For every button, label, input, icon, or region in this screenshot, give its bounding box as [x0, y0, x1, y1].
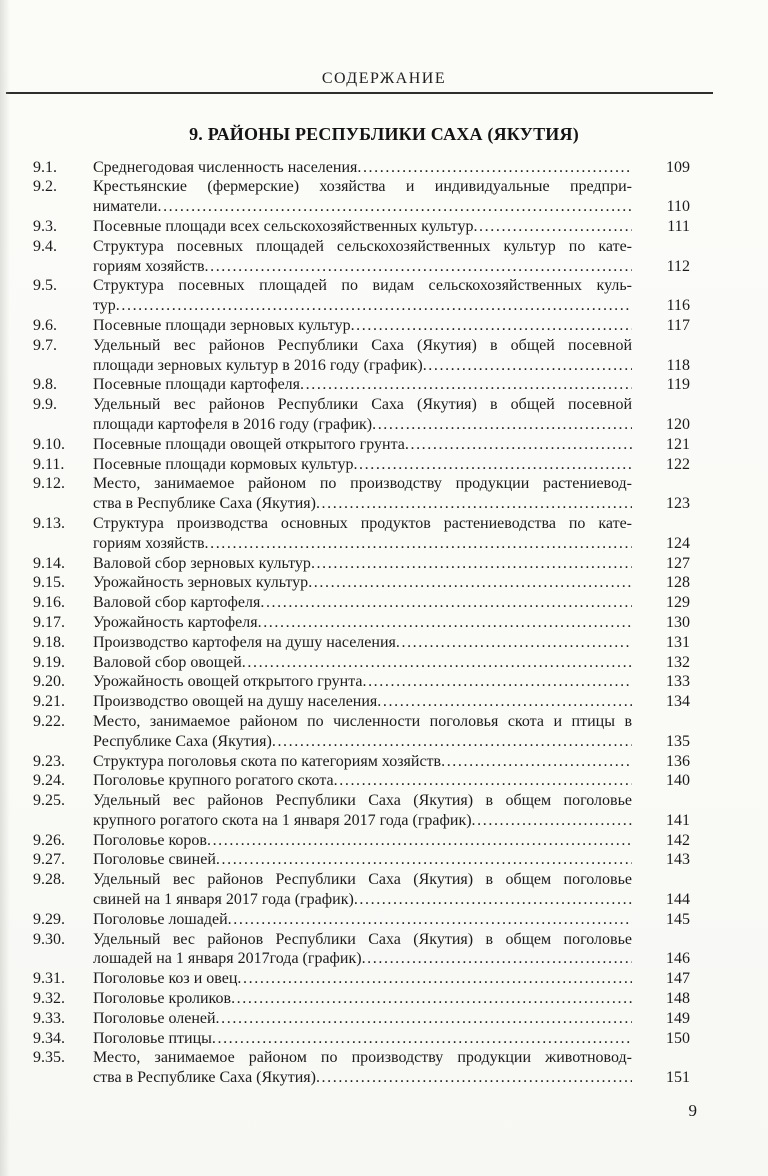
toc-entry-number: 9.10. [33, 435, 65, 453]
toc-entry-text [93, 771, 632, 791]
toc-entry-text [93, 177, 632, 217]
toc-entry-number: 9.8. [33, 376, 57, 394]
toc-entry-line: Место, занимаемое районом по численности поголовья скота и птицы в [93, 712, 632, 730]
toc-entry-text [93, 791, 632, 831]
toc-entry-line-text: Производство картофеля на душу населения [93, 633, 396, 651]
toc-entry-page: 112 [666, 257, 690, 275]
toc-entry-line: Удельный вес районов Республики Саха (Якутия) в общем поголовье [93, 871, 632, 889]
toc-entry-text [93, 712, 632, 752]
dot-leader [362, 672, 632, 692]
toc-entry [33, 791, 690, 831]
toc-entry-number: 9.31. [33, 970, 65, 988]
toc-entry-text [93, 989, 632, 1009]
toc-entry-line [93, 969, 632, 989]
toc-entry-page: 117 [666, 316, 690, 334]
dot-leader [205, 534, 633, 554]
toc-entry-text [93, 316, 632, 336]
dot-leader [260, 593, 632, 613]
toc-entry-number: 9.21. [33, 693, 65, 711]
toc-entry [33, 554, 690, 574]
toc-entry [33, 692, 690, 712]
header-rule [6, 92, 713, 94]
toc-entry-text [93, 474, 632, 514]
toc-entry [33, 633, 690, 653]
toc-entry-page: 111 [667, 217, 690, 235]
toc-entry-number: 9.33. [33, 1009, 65, 1027]
toc-entry-number: 9.26. [33, 831, 65, 849]
toc-entry-line [93, 554, 632, 574]
dot-leader [237, 969, 632, 989]
toc-entry-text [93, 910, 632, 930]
toc-entry [33, 455, 690, 475]
dot-leader [216, 850, 632, 870]
toc-entry-line-text: Валовой сбор овощей [93, 653, 242, 671]
toc-entry-number: 9.14. [33, 554, 65, 572]
toc-entry-line-text: Среднегодовая численность населения [93, 158, 358, 176]
toc-entry-number: 9.9. [33, 396, 57, 414]
toc-entry-text [93, 633, 632, 653]
toc-entry-line: Место, занимаемое районом по производству продукции животновод- [93, 1049, 632, 1067]
toc-entry [33, 1009, 690, 1029]
toc-entry-line [93, 989, 632, 1009]
toc-entry [33, 573, 690, 593]
toc-entry [33, 237, 690, 277]
toc-entry-line [93, 316, 632, 336]
toc-entry-line [93, 1068, 632, 1088]
toc-entry [33, 969, 690, 989]
toc-entry [33, 276, 690, 316]
toc-entry-line [93, 633, 632, 653]
toc-entry-line-text: Поголовье оленей [93, 1009, 216, 1027]
toc-entry-number: 9.24. [33, 772, 65, 790]
toc-entry-line: Структура посевных площадей сельскохозяйственных культур по кате- [93, 237, 632, 255]
toc-entry-line [93, 1009, 632, 1029]
toc-entry-line-text: площади картофеля в 2016 году (график) [93, 415, 373, 433]
toc-entry-text [93, 692, 632, 712]
toc-entry-page: 118 [666, 356, 690, 374]
toc-entry-line-text: Посевные площади овощей открытого грунта [93, 435, 405, 453]
toc-entry [33, 158, 690, 178]
toc-entry-line [93, 672, 632, 692]
toc-entry-number: 9.11. [33, 455, 65, 473]
toc-entry-number: 9.29. [33, 910, 65, 928]
toc-entry-line [93, 158, 632, 178]
toc-entry-text [93, 613, 632, 633]
toc-entry-page: 133 [666, 673, 690, 691]
toc-entry-text [93, 1029, 632, 1049]
toc-entry-line-text: Поголовье свиней [93, 851, 216, 869]
toc-entry-text [93, 395, 632, 435]
toc-entry [33, 989, 690, 1009]
toc-entry-line: Место, занимаемое районом по производству продукции растениевод- [93, 475, 632, 493]
toc-entry [33, 514, 690, 554]
toc-entry-page: 150 [666, 1029, 690, 1047]
running-header: СОДЕРЖАНИЕ [321, 70, 447, 87]
toc-entry [33, 752, 690, 772]
toc-entry-line-text: лошадей на 1 января 2017года (график) [93, 950, 362, 968]
dot-leader [157, 197, 632, 217]
toc-entry-line [93, 890, 632, 910]
toc-entry-number: 9.2. [33, 178, 57, 196]
toc-entry-line: Удельный вес районов Республики Саха (Якутия) в общем поголовье [93, 930, 632, 948]
toc-entry-number: 9.35. [33, 1049, 65, 1067]
toc-entry-line-text: Урожайность овощей открытого грунта [93, 673, 363, 691]
toc-entry-text [93, 573, 632, 593]
toc-entry [33, 336, 690, 376]
toc-entry-number: 9.1. [33, 158, 57, 176]
toc-entry-line: Удельный вес районов Республики Саха (Якутия) в общей посевной [93, 336, 632, 354]
dot-leader [473, 217, 632, 237]
toc-entry-line [93, 771, 632, 791]
toc-entry [33, 831, 690, 851]
dot-leader [231, 989, 632, 1009]
toc-entry-page: 122 [666, 455, 690, 473]
dot-leader [212, 1029, 632, 1049]
dot-leader [396, 633, 632, 653]
dot-leader [228, 910, 632, 930]
toc-entry-page: 136 [666, 752, 690, 770]
toc-entry-number: 9.20. [33, 673, 65, 691]
toc-entry-page: 110 [666, 198, 690, 216]
toc-entry-page: 132 [666, 653, 690, 671]
dot-leader [300, 375, 632, 395]
toc-entry [33, 613, 690, 633]
toc-entry-page: 135 [666, 732, 690, 750]
toc-entry-number: 9.25. [33, 792, 65, 810]
toc-entry-line-text: Поголовье кроликов [93, 990, 232, 1008]
toc-entry-text [93, 514, 632, 554]
dot-leader [316, 1068, 632, 1088]
toc-entry [33, 850, 690, 870]
toc-entry-page: 151 [666, 1069, 690, 1087]
dot-leader [311, 554, 632, 574]
toc-entry-line [93, 653, 632, 673]
toc-entry-number: 9.19. [33, 653, 65, 671]
toc-entry-text [93, 593, 632, 613]
toc-entry-page: 140 [666, 772, 690, 790]
toc-entry-line: Удельный вес районов Республики Саха (Якутия) в общем поголовье [93, 792, 632, 810]
toc-entry-line-text: ства в Республике Саха (Якутия) [93, 1069, 316, 1087]
toc-entry-number: 9.3. [33, 217, 57, 235]
toc-entry-line-text: Посевные площади кормовых культур [93, 455, 354, 473]
toc-entry-text [93, 276, 632, 316]
toc-entry-line [93, 375, 632, 395]
toc-entry-text [93, 217, 632, 237]
toc-entry [33, 870, 690, 910]
toc-entry-page: 134 [666, 693, 690, 711]
toc-entry-line [93, 752, 632, 772]
toc-entry-number: 9.7. [33, 336, 57, 354]
toc-entry-line-text: тур [93, 297, 116, 315]
toc-entry-line [93, 455, 632, 475]
dot-leader [353, 455, 632, 475]
toc-entry-number: 9.32. [33, 990, 65, 1008]
toc-entry-text [93, 930, 632, 970]
toc-entry-page: 147 [666, 970, 690, 988]
toc-entry-text [93, 969, 632, 989]
toc-entry-page: 141 [666, 811, 690, 829]
toc-entry-line-text: гориям хозяйств [93, 257, 205, 275]
toc-entry-line [93, 811, 632, 831]
toc-entry-number: 9.23. [33, 752, 65, 770]
toc-entry [33, 474, 690, 514]
toc-entry [33, 771, 690, 791]
page-number: 9 [688, 1101, 697, 1120]
toc-entry-page: 131 [666, 633, 690, 651]
toc-entry-line-text: Структура поголовья скота по категориям хозяйств [93, 752, 442, 770]
toc-entry-page: 146 [666, 950, 690, 968]
toc-entry-text [93, 336, 632, 376]
toc-entry [33, 672, 690, 692]
dot-leader [207, 831, 632, 851]
toc-entry-page: 142 [666, 831, 690, 849]
toc-entry-page: 128 [666, 574, 690, 592]
toc-entry [33, 375, 690, 395]
dot-leader [441, 752, 632, 772]
dot-leader [308, 573, 632, 593]
toc-entry-text [93, 455, 632, 475]
toc-entry [33, 712, 690, 752]
toc-entry-number: 9.6. [33, 316, 57, 334]
dot-leader [357, 158, 632, 178]
toc-entry-line-text: Посевные площади зерновых культур [93, 316, 351, 334]
toc-entry-number: 9.5. [33, 277, 57, 295]
toc-entry-text [93, 850, 632, 870]
toc-entry-line-text: Поголовье лошадей [93, 910, 228, 928]
toc-entry [33, 593, 690, 613]
dot-leader [372, 415, 632, 435]
toc-entry-page: 127 [666, 554, 690, 572]
toc-entry-page: 148 [666, 990, 690, 1008]
dot-leader [362, 949, 632, 969]
toc-entry-text [93, 672, 632, 692]
toc-entry [33, 177, 690, 217]
toc-entry-line [93, 613, 632, 633]
toc-entry-number: 9.30. [33, 930, 65, 948]
toc-entry-page: 130 [666, 613, 690, 631]
toc-entry-line-text: гориям хозяйств [93, 534, 205, 552]
dot-leader [377, 692, 632, 712]
toc-entry-page: 143 [666, 851, 690, 869]
toc-entry-line [93, 949, 632, 969]
toc-entry-number: 9.16. [33, 594, 65, 612]
toc-entry-line [93, 831, 632, 851]
dot-leader [354, 890, 632, 910]
toc-entry-text [93, 752, 632, 772]
toc-entry-page: 144 [666, 891, 690, 909]
dot-leader [472, 811, 632, 831]
toc-entry-line [93, 692, 632, 712]
toc-entry-line [93, 435, 632, 455]
toc-entry-text [93, 653, 632, 673]
toc-entry-text [93, 831, 632, 851]
toc-entry-line-text: Урожайность картофеля [93, 613, 258, 631]
toc-entry-line [93, 356, 632, 376]
toc-entry-number: 9.4. [33, 237, 57, 255]
toc-entry-page: 116 [666, 297, 690, 315]
toc-entry-line-text: Урожайность зерновых культур [93, 574, 309, 592]
dot-leader [334, 771, 632, 791]
toc-entry-line [93, 850, 632, 870]
toc-entry-number: 9.18. [33, 633, 65, 651]
toc-entry-number: 9.13. [33, 514, 65, 532]
toc-entry-line-text: крупного рогатого скота на 1 января 2017 года (график) [93, 811, 472, 829]
dot-leader [258, 613, 632, 633]
toc-entry-text [93, 435, 632, 455]
toc-entry [33, 316, 690, 336]
toc-entry-number: 9.15. [33, 574, 65, 592]
toc-entry [33, 930, 690, 970]
toc-entry-line [93, 1029, 632, 1049]
toc-entry-line-text: Посевные площади картофеля [93, 376, 301, 394]
dot-leader [405, 435, 632, 455]
toc-entry-line [93, 910, 632, 930]
toc-entry-line [93, 197, 632, 217]
toc-entry-line [93, 217, 632, 237]
toc-entry-line [93, 573, 632, 593]
toc-entry-line-text: Валовой сбор зерновых культур [93, 554, 311, 572]
toc-entry-line [93, 296, 632, 316]
toc-entry-line-text: свиней на 1 января 2017 года (график) [93, 891, 354, 909]
toc-list [0, 158, 768, 1088]
toc-entry-line-text: Поголовье коров [93, 831, 207, 849]
toc-entry-line-text: Поголовье птицы [93, 1029, 212, 1047]
toc-entry-line: Структура производства основных продуктов растениеводства по кате- [93, 514, 632, 532]
dot-leader [272, 732, 632, 752]
toc-entry-text [93, 375, 632, 395]
toc-entry [33, 217, 690, 237]
dot-leader [116, 296, 632, 316]
toc-entry-text [93, 554, 632, 574]
toc-entry-line-text: Поголовье крупного рогатого скота [93, 772, 334, 790]
toc-entry-page: 145 [666, 910, 690, 928]
toc-entry-line-text: ниматели [93, 198, 158, 216]
toc-entry-number: 9.22. [33, 712, 65, 730]
dot-leader [316, 494, 632, 514]
toc-entry [33, 1048, 690, 1088]
section-title: 9. РАЙОНЫ РЕСПУБЛИКИ САХА (ЯКУТИЯ) [189, 123, 579, 144]
toc-entry-line [93, 257, 632, 277]
toc-entry-line [93, 732, 632, 752]
dot-leader [242, 653, 632, 673]
toc-entry [33, 910, 690, 930]
toc-entry-line-text: Поголовье коз и овец [93, 970, 238, 988]
toc-entry-line-text: площади зерновых культур в 2016 году (график) [93, 356, 423, 374]
toc-entry-text [93, 158, 632, 178]
toc-entry-line [93, 534, 632, 554]
dot-leader [423, 356, 632, 376]
toc-entry-line: Крестьянские (фермерские) хозяйства и индивидуальные предпри- [93, 178, 632, 196]
toc-entry [33, 1029, 690, 1049]
toc-entry-number: 9.27. [33, 851, 65, 869]
toc-entry-text [93, 1009, 632, 1029]
toc-entry-line-text: Валовой сбор картофеля [93, 594, 261, 612]
toc-entry-page: 121 [666, 435, 690, 453]
toc-entry-line-text: Производство овощей на душу населения [93, 693, 378, 711]
toc-entry-line [93, 415, 632, 435]
toc-entry-text [93, 237, 632, 277]
toc-entry-page: 149 [666, 1009, 690, 1027]
toc-entry-text [93, 1048, 632, 1088]
toc-entry-number: 9.17. [33, 613, 65, 631]
toc-entry-number: 9.12. [33, 475, 65, 493]
toc-entry-line-text: ства в Республике Саха (Якутия) [93, 495, 316, 513]
dot-leader [216, 1009, 632, 1029]
toc-entry-page: 123 [666, 495, 690, 513]
toc-entry-page: 124 [666, 534, 690, 552]
toc-entry [33, 395, 690, 435]
toc-entry-line [93, 494, 632, 514]
toc-entry [33, 653, 690, 673]
toc-entry-page: 120 [666, 415, 690, 433]
toc-entry-line-text: Республике Саха (Якутия) [93, 732, 272, 750]
toc-entry-text [93, 870, 632, 910]
toc-entry-number: 9.28. [33, 871, 65, 889]
toc-entry [33, 435, 690, 455]
dot-leader [205, 257, 633, 277]
toc-entry-page: 109 [666, 158, 690, 176]
toc-entry-page: 129 [666, 594, 690, 612]
toc-entry-line: Структура посевных площадей по видам сельскохозяйственных куль- [93, 277, 632, 295]
toc-entry-page: 119 [666, 376, 690, 394]
toc-entry-line-text: Посевные площади всех сельскохозяйственных культур [93, 217, 474, 235]
toc-entry-line: Удельный вес районов Республики Саха (Якутия) в общей посевной [93, 396, 632, 414]
dot-leader [351, 316, 632, 336]
toc-entry-line [93, 593, 632, 613]
toc-entry-number: 9.34. [33, 1029, 65, 1047]
